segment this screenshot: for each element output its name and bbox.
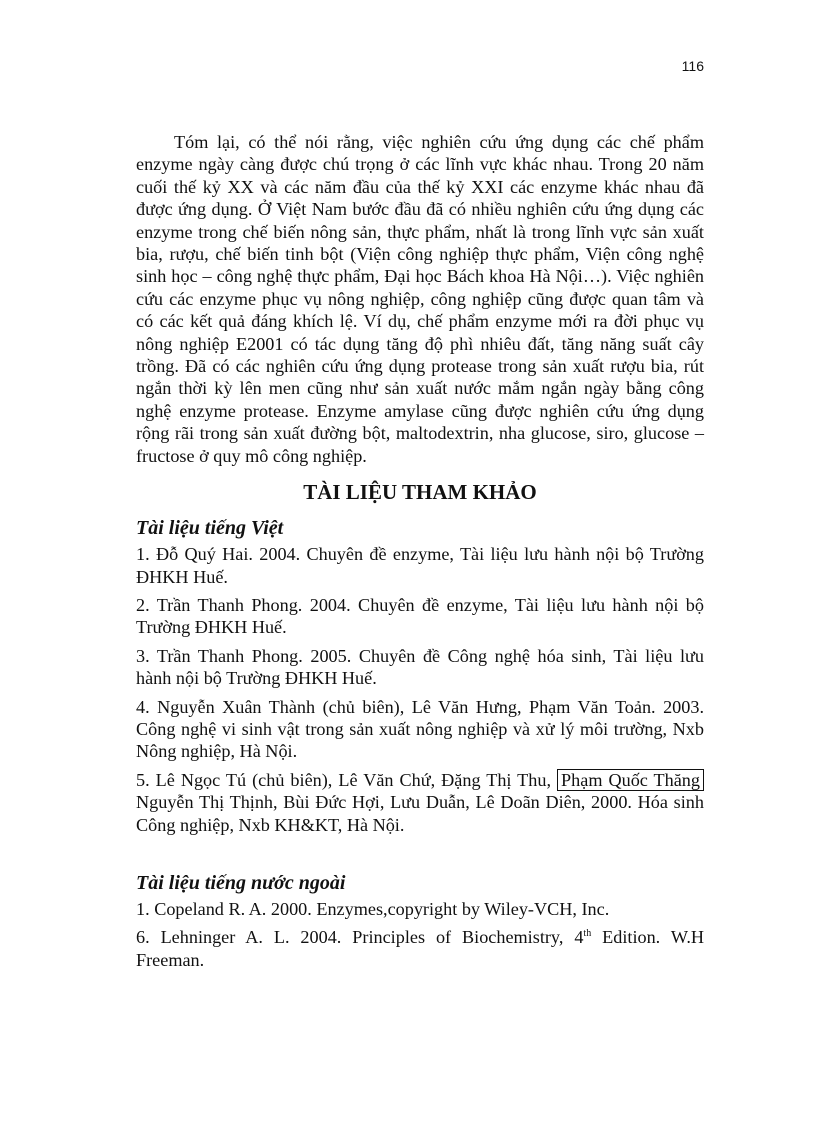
reference-item-6-rest: Edition. W.H Freeman.	[136, 927, 705, 970]
edition-superscript: th	[583, 928, 592, 940]
reference-item: 4. Nguyễn Xuân Thành (chủ biên), Lê Văn Hưng, Phạm Văn Toản. 2003. Công nghệ vi sinh vật trong sản xuất nông nghiệp và xử lý môi trường, Nxb Nông nghiệp, Hà Nội.	[136, 696, 704, 762]
reference-item-5-rest: Nguyễn Thị Thịnh, Bùi Đức Hợi, Lưu Duẫn, Lê Doãn Diên, 2000. Hóa sinh Công nghiệp, Nxb KH&KT, Hà Nội.	[136, 792, 704, 835]
reference-item-5	[136, 769, 704, 836]
references-heading: TÀI LIỆU THAM KHẢO	[303, 480, 537, 505]
intro-paragraph: Tóm lại, có thể nói rằng, việc nghiên cứu ứng dụng các chế phẩm enzyme ngày càng được chú trọng ở các lĩnh vực khác nhau. Trong 20 năm cuối thế kỷ XX và các năm đầu của thế kỷ XXI các enzyme khác nhau đã được ứng dụng. Ở Việt Nam bước đầu đã có nhiều nghiên cứu ứng dụng các enzyme trong chế biến nông sản, thực phẩm, nhất là trong lĩnh vực sản xuất bia, rượu, chế biến tinh bột (Viện công nghiệp thực phẩm, Viện công nghệ sinh học – công nghệ thực phẩm, Đại học Bách khoa Hà Nội…). Việc nghiên cứu các enzyme phục vụ nông nghiệp, công nghiệp cũng được quan tâm và có các kết quả đáng khích lệ. Ví dụ, chế phẩm enzyme mới ra đời phục vụ nông nghiệp E2001 có tác dụng tăng độ phì nhiêu đất, tăng năng suất cây trồng. Đã có các nghiên cứu ứng dụng protease trong sản xuất rượu bia, rút ngắn thời kỳ lên men cũng như sản xuất nước mắm ngắn ngày bằng công nghệ enzyme protease. Enzyme amylase cũng được nghiên cứu ứng dụng rộng rãi trong sản xuất đường bột, maltodextrin, nha glucose, siro, glucose – fructose ở quy mô công nghiệp.	[136, 132, 704, 466]
page-number: 116	[681, 58, 704, 74]
reference-item: 3. Trần Thanh Phong. 2005. Chuyên đề Công nghệ hóa sinh, Tài liệu lưu hành nội bộ Trường ĐHKH Huế.	[136, 645, 704, 689]
reference-item: 2. Trần Thanh Phong. 2004. Chuyên đề enzyme, Tài liệu lưu hành nội bộ Trường ĐHKH Huế.	[136, 594, 704, 638]
reference-item-6-text: 6. Lehninger A. L. 2004. Principles of Biochemistry, 4	[136, 927, 584, 948]
foreign-references-heading: Tài liệu tiếng nước ngoài	[136, 871, 346, 894]
reference-item-5-authors: 5. Lê Ngọc Tú (chủ biên), Lê Văn Chứ, Đặng Thị Thu,	[136, 769, 552, 790]
page-content	[136, 131, 704, 971]
highlighted-author-box: Phạm Quốc Thăng	[557, 769, 704, 791]
reference-item-6	[136, 926, 704, 971]
vietnamese-references-heading: Tài liệu tiếng Việt	[136, 517, 284, 540]
reference-item: 1. Copeland R. A. 2000. Enzymes,copyright by Wiley-VCH, Inc.	[136, 898, 610, 919]
reference-item: 1. Đỗ Quý Hai. 2004. Chuyên đề enzyme, Tài liệu lưu hành nội bộ Trường ĐHKH Huế.	[136, 544, 704, 587]
